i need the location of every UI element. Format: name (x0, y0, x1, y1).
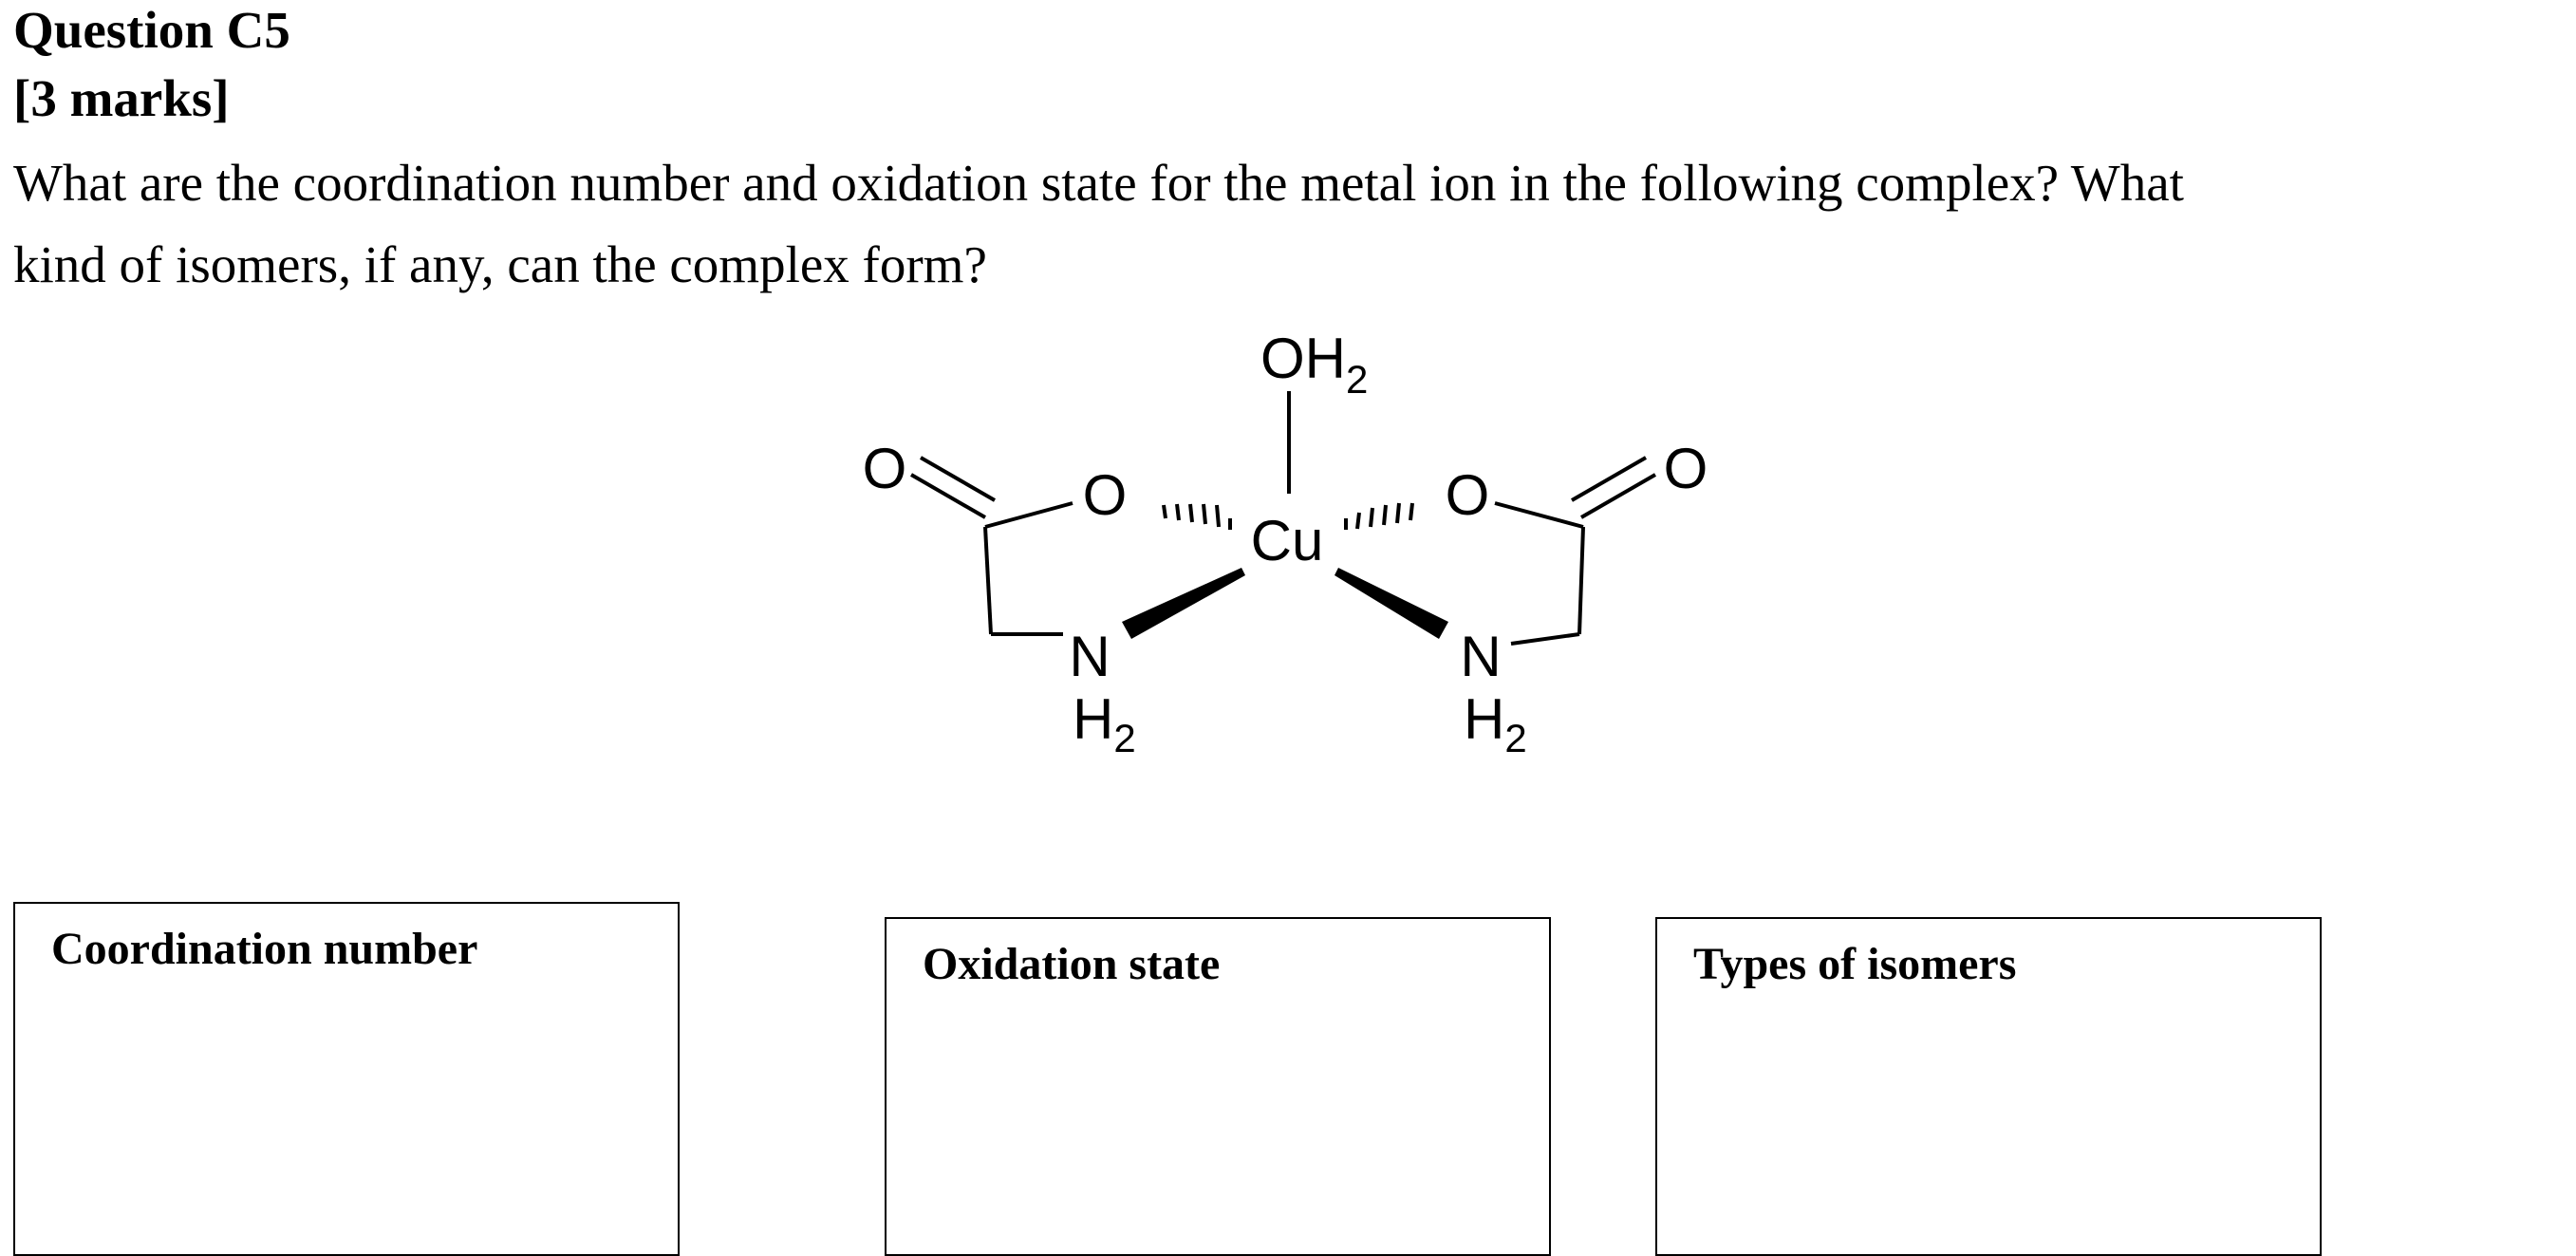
right-carbonyl-o-label: O (1663, 437, 1708, 500)
oxidation-state-answer-area[interactable] (896, 1004, 1540, 1245)
right-bound-o-label: O (1445, 463, 1490, 527)
right-o-c-bond (1495, 503, 1583, 527)
right-co-double-bond-2 (1572, 458, 1646, 500)
left-c-ch2-bond (985, 527, 991, 634)
right-solid-wedge (1335, 568, 1448, 639)
left-n-label: N (1069, 625, 1111, 688)
left-carbonyl-o-label: O (862, 437, 907, 500)
right-hashed-wedge (1346, 503, 1412, 530)
right-n-label: N (1460, 625, 1502, 688)
left-nh2-label: $H_2$ (1073, 687, 1136, 760)
types-of-isomers-label: Types of isomers (1693, 939, 2017, 989)
left-co-double-bond-2 (921, 458, 995, 500)
copper-glycinate-structure (0, 313, 2576, 788)
question-text-line-2: kind of isomers, if any, can the complex form? (13, 235, 987, 293)
left-solid-wedge (1122, 568, 1245, 639)
types-of-isomers-box[interactable] (1655, 917, 2322, 1256)
types-of-isomers-answer-area[interactable] (1667, 1004, 2310, 1245)
left-hashed-wedge (1164, 504, 1230, 530)
question-marks: [3 marks] (13, 69, 230, 127)
oxidation-state-label: Oxidation state (923, 939, 1221, 989)
left-co-double-bond-1 (911, 475, 985, 517)
right-c-ch2-bond (1579, 527, 1583, 634)
left-bound-o-label: O (1082, 463, 1128, 527)
top-ligand-label: $OH_2$ (1260, 327, 1369, 402)
coordination-number-box[interactable] (13, 902, 680, 1256)
right-ch2-n-bond (1511, 634, 1579, 644)
question-text-line-1: What are the coordination number and oxidation state for the metal ion in the following complex? What (13, 154, 2184, 212)
cu-label: Cu (1250, 509, 1324, 572)
coordination-number-answer-area[interactable] (25, 989, 668, 1245)
right-co-double-bond-1 (1581, 475, 1655, 517)
coordination-number-label: Coordination number (51, 924, 478, 974)
oxidation-state-box[interactable] (885, 917, 1551, 1256)
question-text (13, 142, 2567, 306)
question-title: Question C5 (13, 1, 290, 59)
right-nh2-label: $H_2$ (1464, 687, 1527, 760)
left-c-o-bond (985, 503, 1073, 527)
